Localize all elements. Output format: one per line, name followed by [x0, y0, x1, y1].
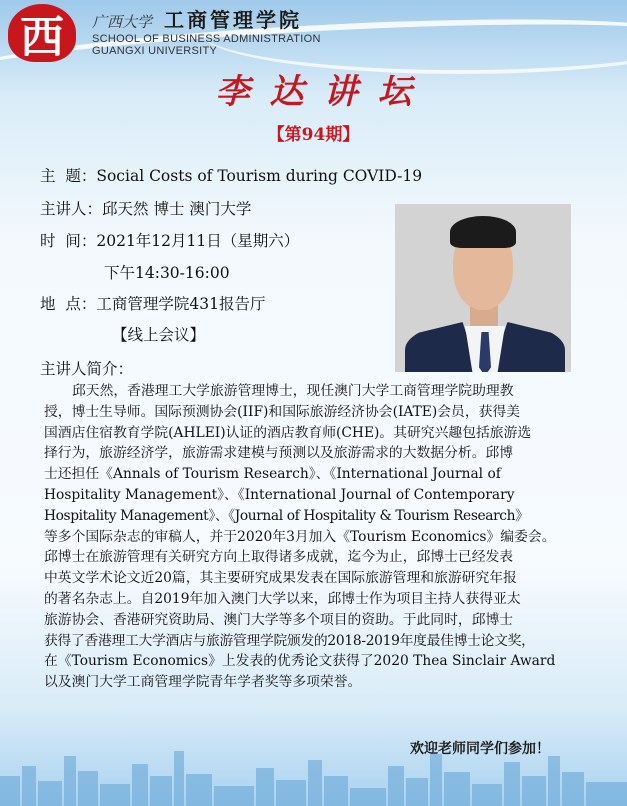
- place-label: 地 点：: [40, 295, 97, 313]
- topic-label: 主 题：: [40, 167, 97, 185]
- bio-line: Hospitality Management》、《International Journal of Contemporary: [44, 486, 515, 503]
- school-en-line1: SCHOOL OF BUSINESS ADMINISTRATION: [92, 33, 321, 45]
- time-row: [40, 229, 299, 251]
- school-en-line2: GUANGXI UNIVERSITY: [92, 45, 218, 57]
- place-value: 工商管理学院431报告厅: [96, 295, 266, 313]
- lecture-title: 李达讲坛: [215, 72, 432, 112]
- bio-line: 邱天然，香港理工大学旅游管理博士，现任澳门大学工商管理学院助理教: [72, 383, 514, 399]
- bio-line: 择行为，旅游经济学，旅游需求建模与预测以及旅游需求的大数据分析。邱博: [44, 445, 514, 462]
- bio-line: 在《Tourism Economics》上发表的优秀论文获得了2020 Thea Sinclair Award: [44, 653, 556, 670]
- speaker-photo: [395, 204, 571, 372]
- welcome-message: 欢迎老师同学们参加！: [410, 741, 550, 757]
- bio-line: Hospitality Management》、《Journal of Hospitality & Tourism Research》: [44, 507, 529, 524]
- bio-heading: 主讲人简介：: [40, 360, 134, 378]
- speaker-value: 邱天然 博士 澳门大学: [102, 200, 252, 218]
- online-meeting-note: 【线上会议】: [112, 326, 206, 344]
- bio-line: 国酒店住宿教育学院(AHLEI)认证的酒店教育师(CHE)。其研究兴趣包括旅游选: [44, 424, 532, 441]
- speaker-label: 主讲人：: [40, 200, 103, 218]
- bio-line: 中英文学术论文近20篇，其主要研究成果发表在国际旅游管理和旅游研究年报: [44, 570, 517, 587]
- topic-value: Social Costs of Tourism during COVID-19: [96, 167, 423, 185]
- bio-line: 士还担任《Annals of Tourism Research》、《International Journal of: [44, 466, 501, 483]
- bio-line: 以及澳门大学工商管理学院青年学者奖等多项荣誉。: [44, 674, 362, 691]
- school-cn-script: 广西大学: [92, 13, 153, 31]
- time-value: 2021年12月11日（星期六）: [96, 232, 300, 250]
- bio-line: 邱博士在旅游管理有关研究方向上取得诸多成就，迄今为止，邱博士已经发表: [44, 549, 514, 566]
- bio-text: [44, 381, 612, 693]
- school-header: [92, 4, 321, 57]
- place-row: [40, 292, 265, 314]
- time-label: 时 间：: [40, 232, 97, 250]
- bio-line: 的著名杂志上。自2019年加入澳门大学以来，邱博士作为项目主持人获得亚太: [44, 590, 521, 607]
- bio-line: 授，博士生导师。国际预测协会(IIF)和国际旅游经济协会(IATE)会员，获得美: [44, 403, 521, 420]
- topic-row: [40, 164, 422, 186]
- school-cn-name: 工商管理学院: [164, 8, 303, 32]
- time-value-2: 下午14:30-16:00: [104, 264, 230, 282]
- speaker-row: [40, 197, 251, 219]
- bio-line: 旅游协会、香港研究资助局、澳门大学等多个项目的资助。于此同时，邱博士: [44, 611, 514, 628]
- issue-number: 【第94期】: [267, 125, 360, 145]
- university-logo: 西: [8, 4, 76, 62]
- bio-line: 等多个国际杂志的审稿人，并于2020年3月加入《Tourism Economics》编委会。: [44, 528, 556, 545]
- bio-line: 获得了香港理工大学酒店与旅游管理学院颁发的2018-2019年度最佳博士论文奖，: [44, 632, 535, 649]
